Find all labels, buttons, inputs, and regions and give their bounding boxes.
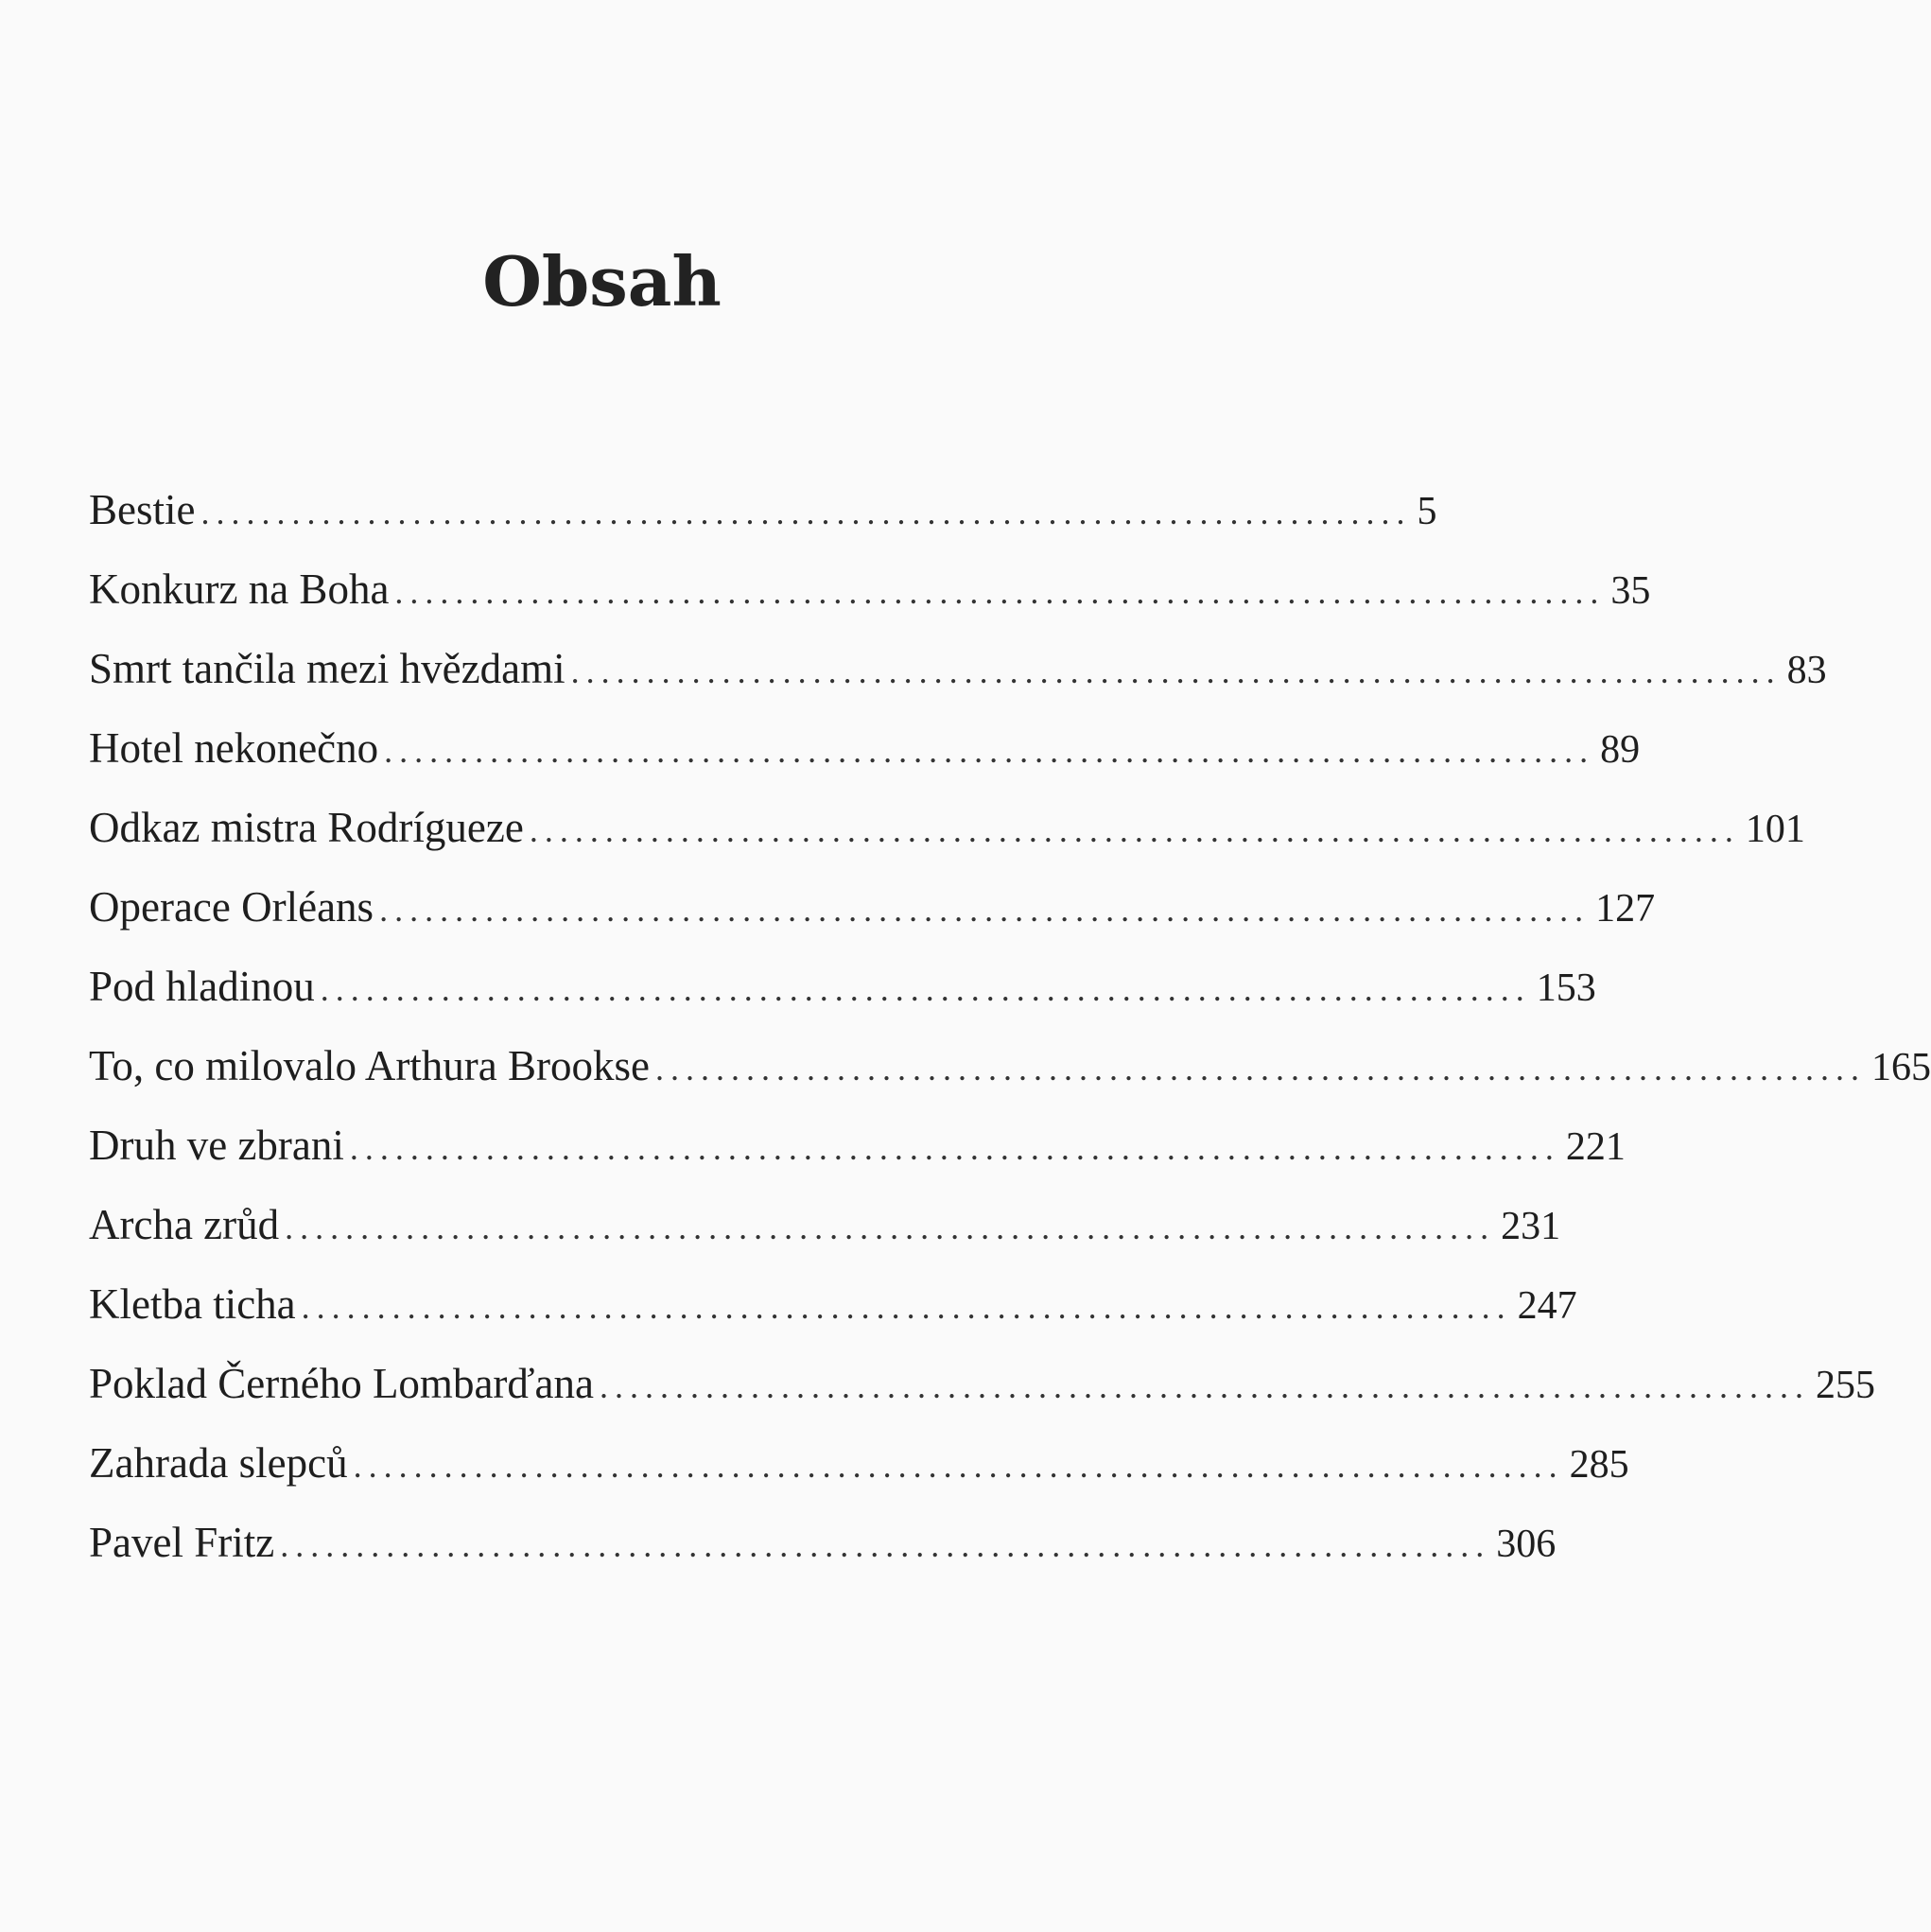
toc-leader-dots: ................................................................................ xyxy=(529,811,1740,849)
toc-leader-dots: ................................................................................ xyxy=(320,970,1531,1008)
toc-entry-page: 127 xyxy=(1595,887,1656,931)
toc-leader-dots: ................................................................................ xyxy=(599,1367,1810,1405)
toc-leader-dots: ................................................................................ xyxy=(353,1447,1564,1485)
toc-leader-dots: ................................................................................ xyxy=(200,494,1412,531)
toc-entry-page: 247 xyxy=(1517,1284,1577,1328)
toc-leader-dots: ................................................................................ xyxy=(384,732,1595,770)
toc-entry-page: 165 xyxy=(1871,1046,1931,1089)
toc-leader-dots: ................................................................................ xyxy=(570,653,1782,690)
page-title: Obsah xyxy=(482,241,722,322)
toc-entry-title: Odkaz mistra Rodrígueze xyxy=(89,804,524,851)
toc-entry-page: 306 xyxy=(1496,1523,1557,1566)
toc-entry-title: Bestie xyxy=(89,486,196,533)
toc-entry-arthura-brookse xyxy=(89,1026,1931,1105)
toc-entry-odkaz-mistra xyxy=(89,788,1805,867)
toc-entry-konkurz-na-boha xyxy=(89,549,1651,629)
toc-entry-page: 221 xyxy=(1565,1125,1626,1169)
toc-entry-title: Kletba ticha xyxy=(89,1280,296,1328)
toc-entry-page: 153 xyxy=(1536,966,1596,1010)
toc-entry-page: 101 xyxy=(1745,808,1805,851)
toc-entry-title: To, co milovalo Arthura Brookse xyxy=(89,1042,650,1089)
toc-entry-page: 255 xyxy=(1815,1364,1875,1407)
table-of-contents xyxy=(89,470,1931,1582)
toc-entry-page: 231 xyxy=(1501,1205,1561,1248)
toc-entry-page: 35 xyxy=(1610,569,1651,613)
toc-entry-title: Pod hladinou xyxy=(89,963,315,1010)
toc-entry-title: Poklad Černého Lombarďana xyxy=(89,1360,594,1407)
toc-entry-smrt-tancila xyxy=(89,629,1827,708)
toc-leader-dots: ................................................................................ xyxy=(655,1050,1866,1088)
toc-leader-dots: ................................................................................ xyxy=(394,573,1606,611)
toc-entry-bestie xyxy=(89,470,1437,549)
toc-entry-zahrada-slepcu xyxy=(89,1423,1629,1503)
toc-leader-dots: ................................................................................ xyxy=(280,1526,1491,1564)
toc-entry-operace-orleans xyxy=(89,867,1656,947)
toc-entry-title: Archa zrůd xyxy=(89,1201,280,1248)
toc-entry-page: 83 xyxy=(1786,649,1827,692)
toc-entry-page: 89 xyxy=(1600,728,1641,772)
toc-entry-page: 285 xyxy=(1569,1443,1629,1487)
toc-entry-poklad-lombardana xyxy=(89,1344,1875,1423)
toc-entry-pod-hladinou xyxy=(89,947,1596,1026)
toc-entry-pavel-fritz xyxy=(89,1503,1557,1582)
toc-entry-hotel-nekonecno xyxy=(89,708,1641,788)
toc-entry-title: Konkurz na Boha xyxy=(89,566,390,613)
toc-entry-archa-zrud xyxy=(89,1185,1561,1264)
toc-leader-dots: ................................................................................ xyxy=(379,891,1591,929)
toc-leader-dots: ................................................................................ xyxy=(285,1209,1496,1246)
toc-entry-druh-ve-zbrani xyxy=(89,1105,1626,1185)
toc-entry-kletba-ticha xyxy=(89,1264,1577,1344)
toc-entry-title: Pavel Fritz xyxy=(89,1519,275,1566)
toc-entry-page: 5 xyxy=(1417,490,1437,533)
toc-entry-title: Operace Orléans xyxy=(89,883,374,931)
toc-leader-dots: ................................................................................ xyxy=(301,1288,1512,1326)
toc-entry-title: Smrt tančila mezi hvězdami xyxy=(89,645,565,692)
toc-entry-title: Hotel nekonečno xyxy=(89,724,379,772)
toc-entry-title: Zahrada slepců xyxy=(89,1439,348,1487)
toc-leader-dots: ................................................................................ xyxy=(349,1129,1560,1167)
toc-entry-title: Druh ve zbrani xyxy=(89,1122,344,1169)
